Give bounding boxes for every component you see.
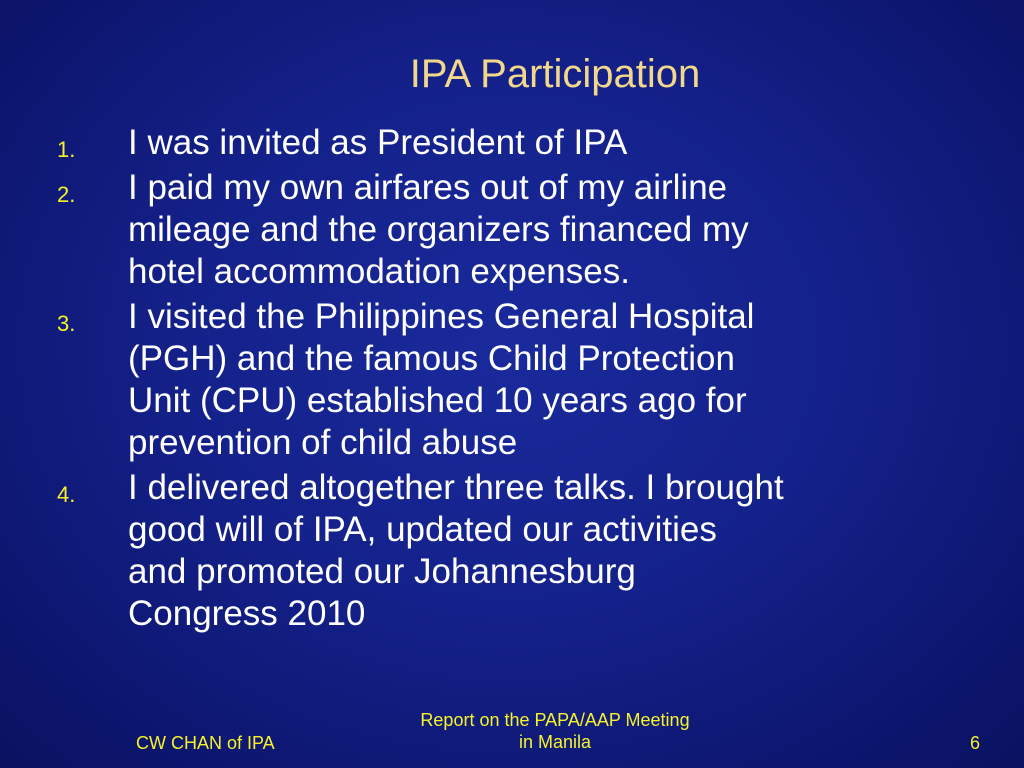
list-item <box>0 467 1024 635</box>
list-item-number: 1. <box>57 137 76 162</box>
footer-author: CW CHAN of IPA <box>136 733 275 753</box>
numbered-list <box>0 122 1024 638</box>
footer-presentation-title: Report on the PAPA/AAP Meeting in Manila <box>420 710 690 752</box>
list-item <box>0 122 1024 164</box>
list-item <box>0 296 1024 464</box>
list-item-number: 4. <box>57 482 76 507</box>
footer-page-number: 6 <box>969 733 980 753</box>
list-item-number: 2. <box>57 182 76 207</box>
list-item-text: I delivered altogether three talks. I brought good will of IPA, updated our activities and promoted our Johannesburg Congress 2010 <box>128 468 784 633</box>
list-item-text: I visited the Philippines General Hospital (PGH) and the famous Child Protection Unit (CPU) established 10 years ago for prevention of child abuse <box>128 297 755 462</box>
list-item <box>0 167 1024 293</box>
list-item-text: I was invited as President of IPA <box>128 123 628 162</box>
list-item-text: I paid my own airfares out of my airline mileage and the organizers financed my hotel accommodation expenses. <box>128 168 749 291</box>
list-item-number: 3. <box>57 311 76 336</box>
slide-title: IPA Participation <box>409 52 701 96</box>
